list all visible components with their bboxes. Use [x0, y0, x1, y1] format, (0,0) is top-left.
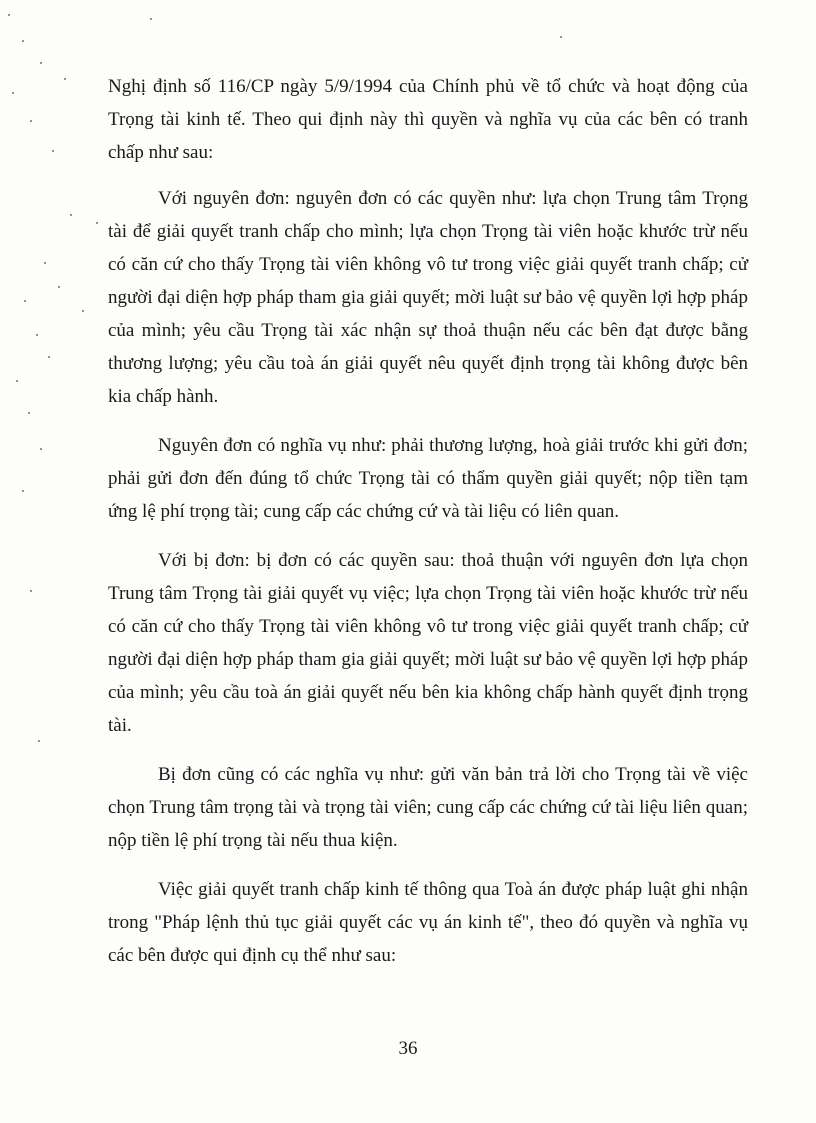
body-text: [108, 70, 748, 972]
paragraph-plaintiff-rights: Với nguyên đơn: nguyên đơn có các quyền như: lựa chọn Trung tâm Trọng tài để giải quyết tranh chấp cho mình; lựa chọn Trọng tài viên hoặc khước trừ nếu có căn cứ cho thấy Trọng tài viên không vô tư trong việc giải quyết tranh chấp; cử người đại diện hợp pháp tham gia giải quyết; mời luật sư bảo vệ quyền lợi hợp pháp của mình; yêu cầu Trọng tài xác nhận sự thoả thuận nếu các bên đạt được bằng thương lượng; yêu cầu toà án giải quyết nêu quyết định trọng tài không được bên kia chấp hành.: [108, 188, 748, 407]
paragraph-defendant-rights: Với bị đơn: bị đơn có các quyền sau: thoả thuận với nguyên đơn lựa chọn Trung tâm Trọng tài giải quyết vụ việc; lựa chọn Trọng tài viên hoặc khước trừ nếu có căn cứ cho thấy Trọng tài viên không vô tư trong việc giải quyết tranh chấp; cử người đại diện hợp pháp tham gia giải quyết; mời luật sư bảo vệ quyền lợi hợp pháp của mình; yêu cầu toà án giải quyết nếu bên kia không chấp hành quyết định trọng tài.: [108, 550, 748, 736]
paragraph-defendant-obligations: Bị đơn cũng có các nghĩa vụ như: gửi văn bản trả lời cho Trọng tài về việc chọn Trung tâm trọng tài và trọng tài viên; cung cấp các chứng cứ tài liệu liên quan; nộp tiền lệ phí trọng tài nếu thua kiện.: [108, 764, 748, 851]
paragraph-decree-intro: Nghị định số 116/CP ngày 5/9/1994 của Chính phủ về tổ chức và hoạt động của Trọng tài kinh tế. Theo qui định này thì quyền và nghĩa vụ của các bên có tranh chấp như sau:: [108, 76, 748, 163]
page-number: 36: [398, 1038, 418, 1059]
paragraph-plaintiff-obligations: Nguyên đơn có nghĩa vụ như: phải thương lượng, hoà giải trước khi gửi đơn; phải gửi đơn đến đúng tổ chức Trọng tài có thẩm quyền giải quyết; nộp tiền tạm ứng lệ phí trọng tài; cung cấp các chứng cứ và tài liệu có liên quan.: [108, 435, 748, 522]
paragraph-court-resolution: Việc giải quyết tranh chấp kinh tế thông qua Toà án được pháp luật ghi nhận trong "Pháp lệnh thủ tục giải quyết các vụ án kinh tế", theo đó quyền và nghĩa vụ các bên được qui định cụ thể như sau:: [108, 879, 748, 966]
